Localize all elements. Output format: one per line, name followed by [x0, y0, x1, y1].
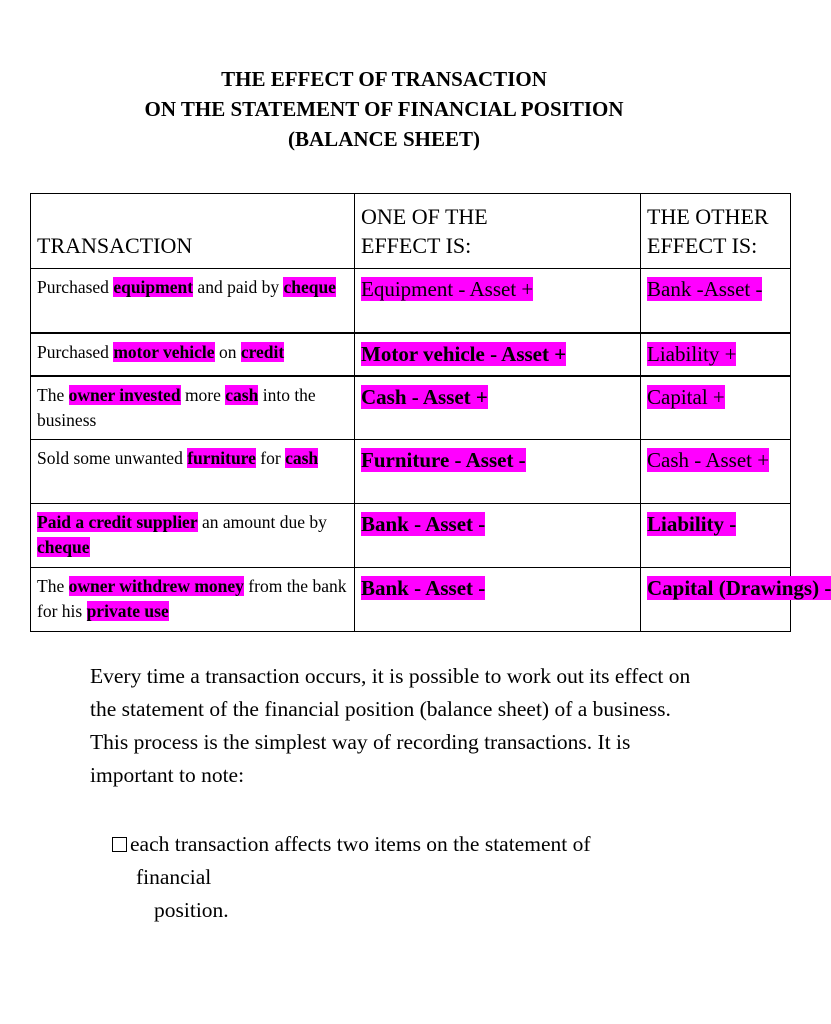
checkbox-bullet-icon: [112, 837, 127, 852]
effect-other-cell: Capital +: [641, 376, 791, 440]
table-header-row: [31, 194, 791, 269]
bullet-text-line-3: position.: [154, 898, 229, 922]
effect-other-cell: Capital (Drawings) -: [641, 568, 791, 632]
effect-one-cell: Bank - Asset -: [355, 504, 641, 568]
bullet-text-line-2: financial: [136, 865, 212, 889]
table-row: [31, 269, 791, 333]
transaction-cell: The owner withdrew money from the bank for his private use: [31, 568, 355, 632]
document-title: [0, 64, 768, 154]
transaction-effects-table: [30, 193, 831, 632]
table-row: [31, 440, 791, 504]
transaction-cell: The owner invested more cash into the business: [31, 376, 355, 440]
effect-other-cell: Cash - Asset +: [641, 440, 791, 504]
table-row: [31, 504, 791, 568]
effect-one-cell: Motor vehicle - Asset +: [355, 333, 641, 376]
transaction-cell: Purchased equipment and paid by cheque: [31, 269, 355, 333]
bullet-item: [112, 828, 712, 927]
effect-other-cell: Liability +: [641, 333, 791, 376]
effect-one-cell: Equipment - Asset +: [355, 269, 641, 333]
title-line-2: ON THE STATEMENT OF FINANCIAL POSITION: [144, 97, 624, 121]
transaction-effects-table-container: [30, 193, 831, 629]
effect-other-cell: Bank -Asset -: [641, 269, 791, 333]
effect-one-cell: Furniture - Asset -: [355, 440, 641, 504]
title-line-1: THE EFFECT OF TRANSACTION: [221, 67, 547, 91]
bullet-text-line-1: each transaction affects two items on the statement of: [130, 832, 591, 856]
transaction-cell: Paid a credit supplier an amount due by cheque: [31, 504, 355, 568]
header-transaction: TRANSACTION: [31, 194, 355, 269]
table-row: [31, 376, 791, 440]
explanation-paragraph: Every time a transaction occurs, it is possible to work out its effect on the statement of the financial position (balance sheet) of a business. This process is the simplest way of recording transactions. It is important to note:: [90, 664, 691, 787]
effect-one-cell: Cash - Asset +: [355, 376, 641, 440]
table-row: [31, 333, 791, 376]
header-effect-one: ONE OF THE EFFECT IS:: [355, 194, 641, 269]
header-effect-other: THE OTHER EFFECT IS:: [641, 194, 791, 269]
table-row: [31, 568, 791, 632]
effect-other-cell: Liability -: [641, 504, 791, 568]
transaction-cell: Purchased motor vehicle on credit: [31, 333, 355, 376]
title-line-3: (BALANCE SHEET): [288, 127, 480, 151]
transaction-cell: Sold some unwanted furniture for cash: [31, 440, 355, 504]
effect-one-cell: Bank - Asset -: [355, 568, 641, 632]
